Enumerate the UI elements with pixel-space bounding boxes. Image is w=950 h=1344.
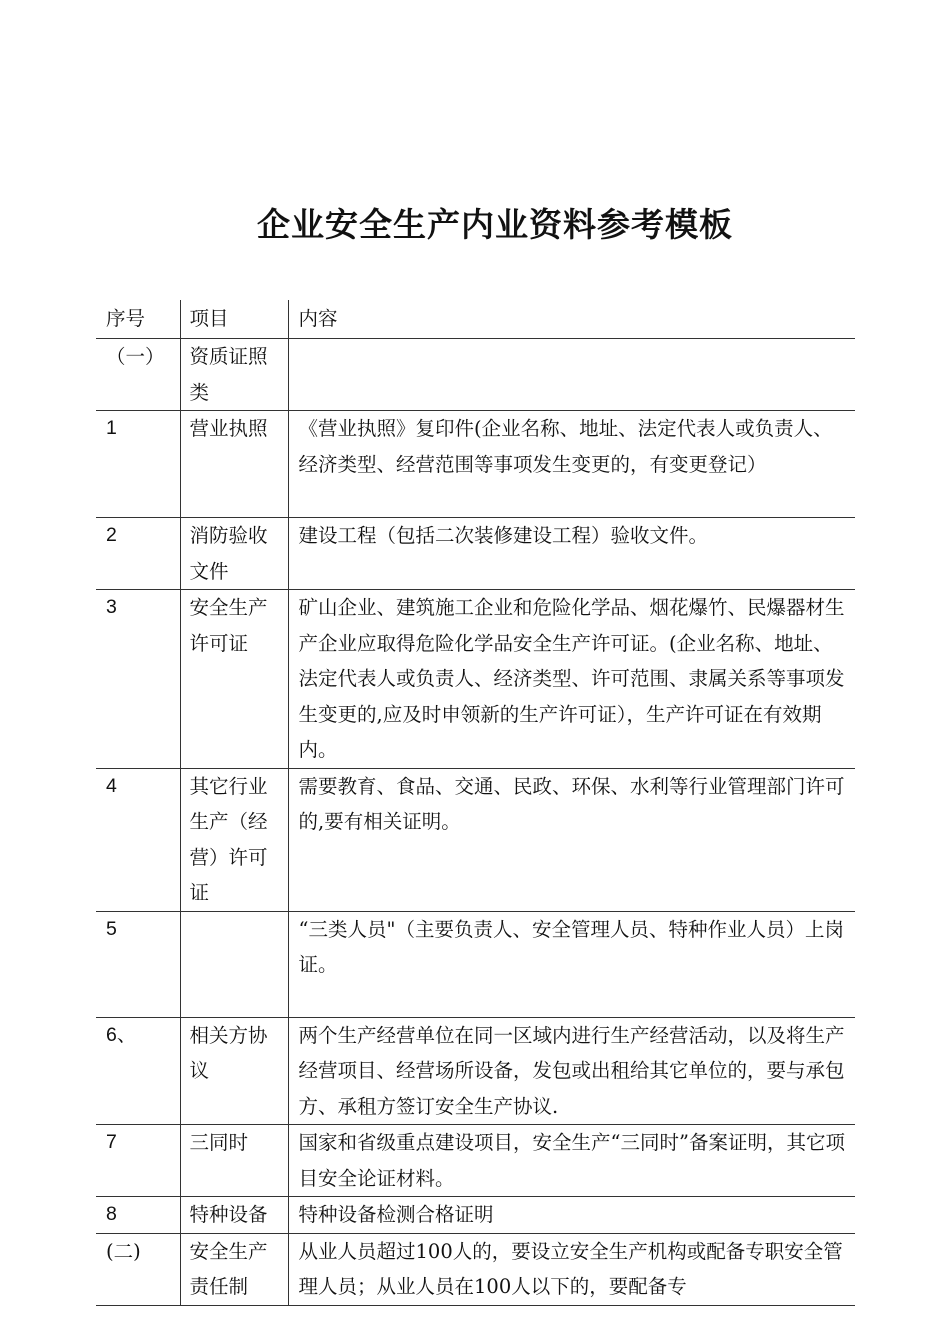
table-row <box>96 411 855 518</box>
row-content: 从业人员超过100人的，要设立安全生产机构或配备专职安全管理人员；从业人员在100人以下的，要配备专 <box>288 1233 855 1305</box>
row-item <box>180 911 288 1017</box>
table-row <box>96 1197 855 1234</box>
row-item: 相关方协议 <box>180 1017 288 1125</box>
header-num: 序号 <box>96 300 180 339</box>
row-item: 营业执照 <box>180 411 288 518</box>
row-num: 4 <box>96 768 180 911</box>
row-num: 6、 <box>96 1017 180 1125</box>
row-num: 3 <box>96 590 180 769</box>
row-item: 安全生产许可证 <box>180 590 288 769</box>
row-content: 建设工程（包括二次装修建设工程）验收文件。 <box>288 518 855 590</box>
table-row <box>96 768 855 911</box>
document-title: 企业安全生产内业资料参考模板 <box>257 205 733 244</box>
row-item: 消防验收文件 <box>180 518 288 590</box>
row-num: 2 <box>96 518 180 590</box>
row-num: 1 <box>96 411 180 518</box>
header-item: 项目 <box>180 300 288 339</box>
row-content: 特种设备检测合格证明 <box>288 1197 855 1234</box>
row-num: 8 <box>96 1197 180 1234</box>
row-num: 5 <box>96 911 180 1017</box>
row-item: 资质证照类 <box>180 339 288 411</box>
row-num: （一） <box>96 339 180 411</box>
row-content: 矿山企业、建筑施工企业和危险化学品、烟花爆竹、民爆器材生产企业应取得危险化学品安全生产许可证。(企业名称、地址、法定代表人或负责人、经济类型、许可范围、隶属关系等事项发生变更的,应及时申领新的生产许可证），生产许可证在有效期内。 <box>288 590 855 769</box>
row-item: 三同时 <box>180 1125 288 1197</box>
row-content: 两个生产经营单位在同一区域内进行生产经营活动，以及将生产经营项目、经营场所设备，发包或出租给其它单位的，要与承包方、承租方签订安全生产协议. <box>288 1017 855 1125</box>
row-content: 需要教育、食品、交通、民政、环保、水利等行业管理部门许可的,要有相关证明。 <box>288 768 855 911</box>
row-content: 国家和省级重点建设项目，安全生产“三同时”备案证明，其它项目安全论证材料。 <box>288 1125 855 1197</box>
header-content: 内容 <box>288 300 855 339</box>
table-row <box>96 518 855 590</box>
table-row <box>96 1233 855 1305</box>
row-content: “三类人员"（主要负责人、安全管理人员、特种作业人员）上岗证。 <box>288 911 855 1017</box>
row-content: 《营业执照》复印件(企业名称、地址、法定代表人或负责人、经济类型、经营范围等事项发生变更的，有变更登记） <box>288 411 855 518</box>
table-row <box>96 339 855 411</box>
content-table <box>96 300 855 1306</box>
row-content <box>288 339 855 411</box>
row-item: 特种设备 <box>180 1197 288 1234</box>
row-item: 安全生产责任制 <box>180 1233 288 1305</box>
row-num: 7 <box>96 1125 180 1197</box>
table-row <box>96 911 855 1017</box>
table-row <box>96 1125 855 1197</box>
table-header-row <box>96 300 855 339</box>
row-item: 其它行业生产（经营）许可证 <box>180 768 288 911</box>
row-num: (二) <box>96 1233 180 1305</box>
table-row <box>96 590 855 769</box>
table-row <box>96 1017 855 1125</box>
